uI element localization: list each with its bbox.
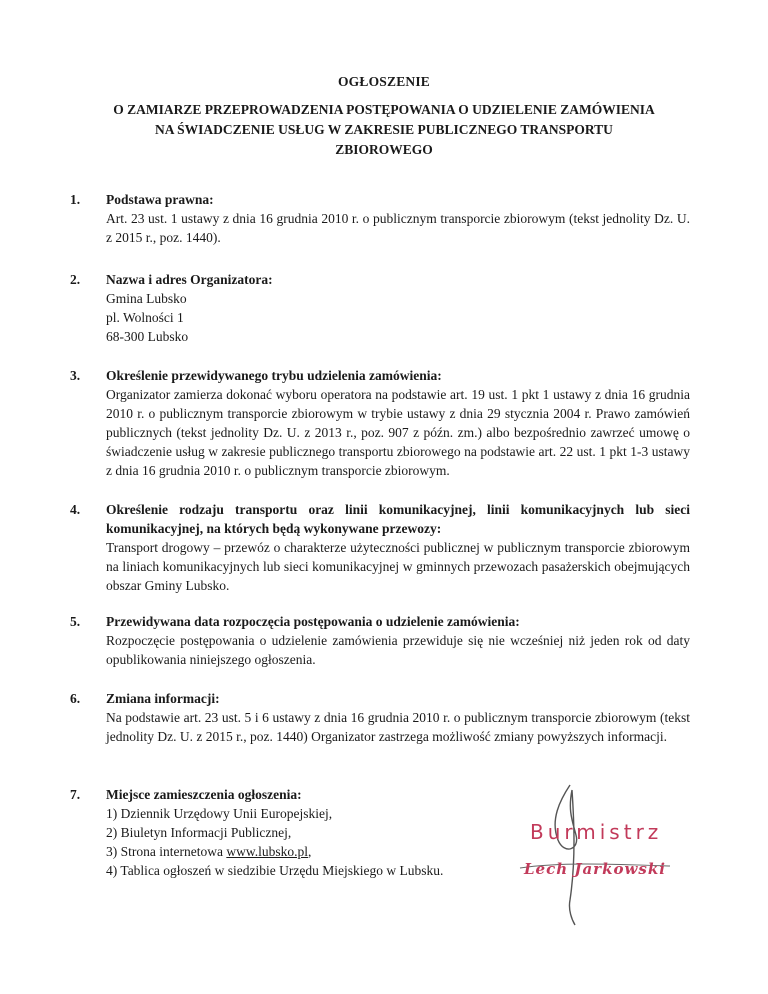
section-change-info [70, 689, 690, 746]
organizer-name: Gmina Lubsko [106, 291, 187, 306]
section-number: 7. [70, 787, 81, 802]
section-text: Rozpoczęcie postępowania o udzielenie zamówienia przewiduje się nie wcześniej niż jeden rok od daty opublikowania niniejszego ogłoszenia. [106, 633, 690, 667]
section-number: 3. [70, 368, 81, 383]
subtitle-line: NA ŚWIADCZENIE USŁUG W ZAKRESIE PUBLICZNEGO TRANSPORTU [155, 122, 613, 137]
section-legal-basis [70, 190, 690, 247]
stamp-title: Burmistrz [530, 820, 663, 844]
section-heading: Określenie rodzaju transportu oraz linii komunikacyjnej, linii komunikacyjnych lub sieci komunikacyjnej, na których będą wykonywane przewozy: [106, 502, 690, 536]
section-transport-type [70, 500, 690, 595]
list-item: 2) Biuletyn Informacji Publicznej, [106, 825, 292, 840]
section-number: 5. [70, 614, 81, 629]
section-heading: Przewidywana data rozpoczęcia postępowania o udzielenie zamówienia: [106, 614, 520, 629]
organizer-street: pl. Wolności 1 [106, 310, 184, 325]
organizer-city: 68-300 Lubsko [106, 329, 189, 344]
section-number: 6. [70, 691, 81, 706]
section-heading: Zmiana informacji: [106, 691, 220, 706]
section-heading: Określenie przewidywanego trybu udzielenia zamówienia: [106, 368, 442, 383]
section-text: Transport drogowy – przewóz o charakterze użyteczności publicznej w publicznym transporcie zbiorowym na liniach komunikacyjnych lub sieci komunikacyjnej w gminnych przewozach pasażerskich obejmujących obszar Gminy Lubsko. [106, 540, 690, 593]
list-item: 1) Dziennik Urzędowy Unii Europejskiej, [106, 806, 333, 821]
section-number: 2. [70, 272, 81, 287]
subtitle-line: ZBIOROWEGO [335, 142, 433, 157]
section-text: Na podstawie art. 23 ust. 5 i 6 ustawy z dnia 16 grudnia 2010 r. o publicznym transporcie zbiorowym (tekst jednolity Dz. U. z 2015 r., poz. 1440) Organizator zastrzega możliwość zmiany powyższych informacji. [106, 710, 690, 744]
signature-stamp [500, 780, 700, 930]
section-text: Art. 23 ust. 1 ustawy z dnia 16 grudnia 2010 r. o publicznym transporcie zbiorowym (tekst jednolity Dz. U. z 2015 r., poz. 1440). [106, 211, 690, 245]
section-procedure [70, 366, 690, 480]
section-number: 1. [70, 192, 81, 207]
document-title: OGŁOSZENIE [337, 74, 431, 89]
section-heading: Miejsce zamieszczenia ogłoszenia: [106, 787, 302, 802]
subtitle-line: O ZAMIARZE PRZEPROWADZENIA POSTĘPOWANIA O UDZIELENIE ZAMÓWIENIA [113, 102, 655, 117]
stamp-name: Lech Jarkowski [524, 860, 666, 878]
section-start-date [70, 612, 690, 669]
section-heading: Podstawa prawna: [106, 192, 214, 207]
list-item: 4) Tablica ogłoszeń w siedzibie Urzędu Miejskiego w Lubsku. [106, 863, 444, 878]
section-heading: Nazwa i adres Organizatora: [106, 272, 273, 287]
section-number: 4. [70, 502, 81, 517]
list-item: 3) Strona internetowa www.lubsko.pl, [106, 844, 312, 859]
handwritten-signature-icon [500, 780, 700, 930]
website-link[interactable]: www.lubsko.pl [226, 844, 308, 859]
section-text: Organizator zamierza dokonać wyboru operatora na podstawie art. 19 ust. 1 pkt 1 ustawy z dnia 16 grudnia 2010 r. o publicznym transporcie zbiorowym w trybie ustawy z dnia 29 stycznia 2004 r. Prawo zamówień publicznych (tekst jednolity Dz. U. z 2013 r., poz. 907 z późn. zm.) albo bezpośrednio zawrzeć umowę o świadczenie usług w zakresie publicznego transportu zbiorowego na podstawie art. 22 ust. 1 pkt 1-3 ustawy z dnia 16 grudnia 2010 r. o publicznym transporcie zbiorowym. [106, 387, 690, 478]
document-subtitle [70, 100, 698, 160]
section-organizer [70, 270, 690, 346]
